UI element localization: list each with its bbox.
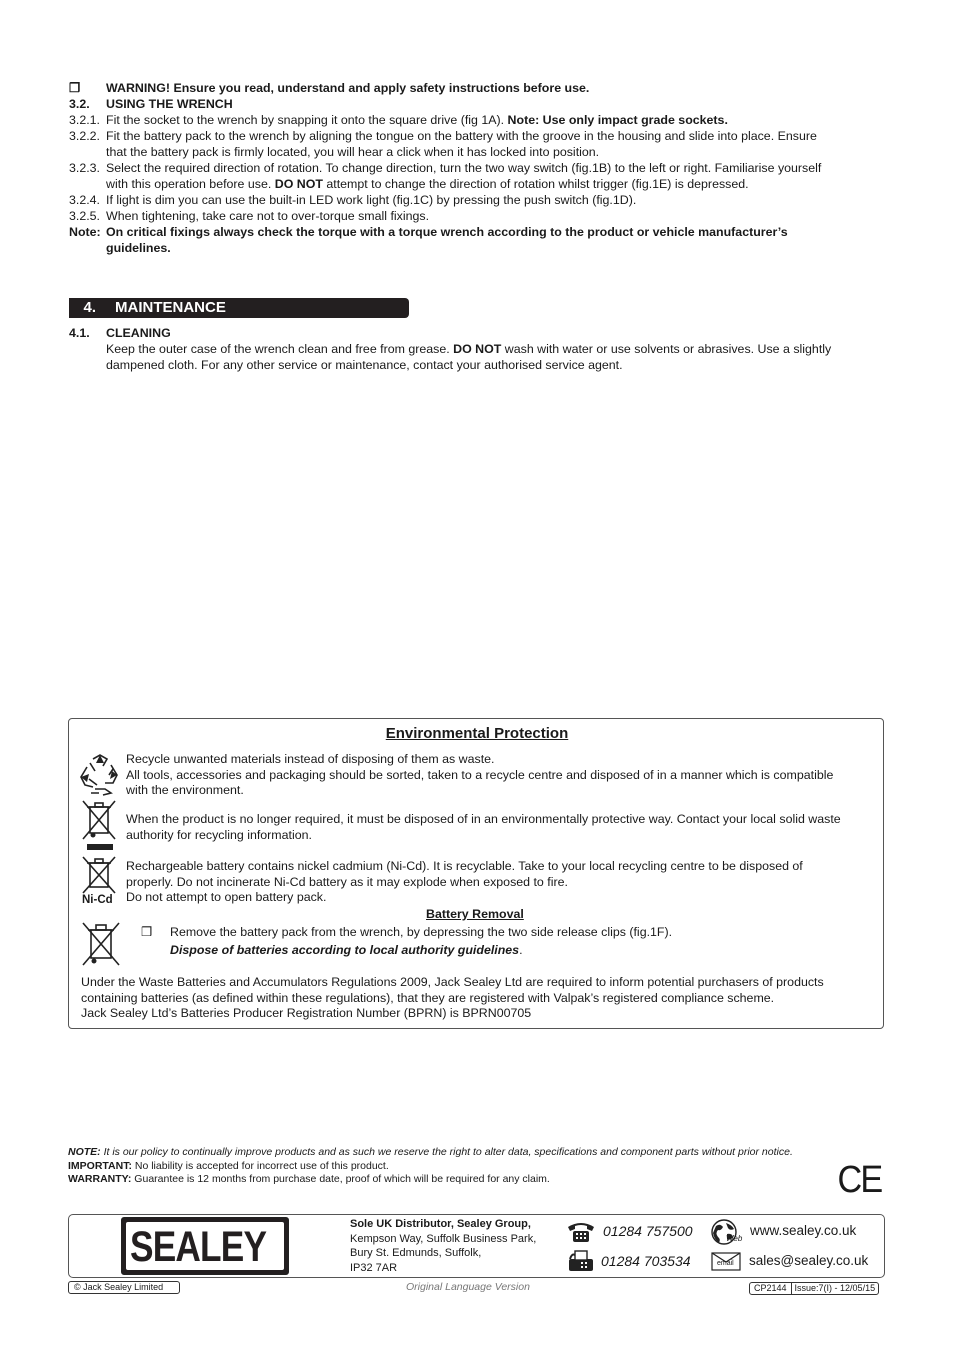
battery-disposal-bin-icon — [81, 921, 121, 967]
step-text: attempt to change the direction of rotation whilst trigger (fig.1E) is depressed. — [322, 177, 749, 191]
footer-box — [68, 1214, 885, 1278]
cleaning-text-part: dampened cloth. For any other service or maintenance, contact your authorised service agent. — [106, 358, 623, 372]
address-line-1: Kempson Way, Suffolk Business Park, — [350, 1233, 537, 1245]
heading-number: 4. — [83, 299, 96, 316]
issue-pill — [749, 1282, 879, 1295]
wheelie-bin-crossed-icon — [81, 799, 117, 841]
env-battery-line-3: Do not attempt to open battery pack. — [126, 890, 327, 904]
weee-underline-bar — [87, 844, 113, 850]
web-label: Web — [726, 1234, 743, 1243]
step-text: that the battery pack is firmly located, you will hear a click when it has locked into position. — [106, 145, 600, 159]
model-number: CP2144 — [750, 1283, 792, 1294]
section-title: USING THE WRENCH — [106, 97, 233, 111]
removal-step: Remove the battery pack from the wrench, by depressing the two side release clips (fig.1F). — [170, 925, 673, 939]
step-3-2-2 — [69, 128, 817, 144]
section-3-2-heading — [69, 96, 233, 112]
step-number: 3.2.1. — [69, 113, 101, 127]
step-number: 3.2.3. — [69, 161, 101, 175]
regulation-line-2: containing batteries (as defined within these regulations), that they are registered with Valpak’s registered compliance scheme. — [81, 991, 775, 1005]
do-not-emphasis: DO NOT — [453, 342, 502, 356]
cleaning-text-cont — [69, 357, 623, 373]
battery-bin-crossed-icon — [81, 855, 117, 895]
step-number: 3.2.2. — [69, 129, 101, 143]
dispose-line — [170, 942, 523, 958]
step-3-2-2-cont — [69, 144, 599, 160]
note-text: guidelines. — [106, 241, 171, 255]
fax-icon — [566, 1249, 596, 1273]
step-3-2-4 — [69, 192, 636, 208]
environmental-protection-box — [68, 718, 884, 1029]
email-link[interactable]: sales@sealey.co.uk — [749, 1253, 869, 1268]
step-note: Note: Use only impact grade sockets. — [507, 113, 728, 127]
torque-note-cont — [69, 240, 171, 256]
step-3-2-3 — [69, 160, 821, 176]
step-text: Fit the battery pack to the wrench by aligning the tongue on the battery with the groove in the housing and slide into place. Ensure — [106, 129, 817, 143]
step-text: If light is dim you can use the built-in LED work light (fig.1C) by pressing the push switch (fig.1D). — [106, 193, 637, 207]
warranty-label: WARRANTY: — [68, 1173, 132, 1185]
env-disposal-line-1: When the product is no longer required, it must be disposed of in an environmentally protective way. Contact your local solid waste — [126, 812, 841, 826]
phone-number[interactable]: 01284 757500 — [603, 1223, 693, 1239]
sealey-logo-text: SEALEY — [130, 1223, 267, 1271]
warning-text: WARNING! Ensure you read, understand and apply safety instructions before use. — [106, 81, 590, 95]
sub-title: CLEANING — [106, 326, 171, 340]
torque-note — [69, 224, 788, 240]
policy-note — [68, 1146, 793, 1159]
fax-number[interactable]: 01284 703534 — [601, 1253, 691, 1269]
step-number: 3.2.5. — [69, 209, 101, 223]
env-recycle-line-2: All tools, accessories and packaging should be sorted, taken to a recycle centre and disposed of in a manner which is compatible — [126, 768, 834, 782]
recycle-icon — [77, 753, 123, 797]
step-3-2-3-cont — [69, 176, 749, 192]
step-text: Select the required direction of rotation. To change direction, turn the two way switch (fig.1B) to the left or right. Familiarise yourself — [106, 161, 822, 175]
phone-icon — [566, 1221, 596, 1243]
important-text: No liability is accepted for incorrect use of this product. — [131, 1160, 389, 1172]
note-text: It is our policy to continually improve products and as such we reserve the right to alter data, specifications and component parts without prior notice. — [100, 1146, 793, 1158]
note-label: Note: — [69, 225, 101, 239]
language-version: Original Language Version — [406, 1281, 530, 1293]
maintenance-heading-bar — [69, 298, 409, 318]
website-link[interactable]: www.sealey.co.uk — [750, 1223, 857, 1238]
cleaning-text-part: wash with water or use solvents or abrasives. Use a slightly — [501, 342, 832, 356]
regulation-line-1: Under the Waste Batteries and Accumulators Regulations 2009, Jack Sealey Ltd are required to inform potential purchasers of products — [81, 975, 824, 989]
step-text: When tightening, take care not to over-torque small fixings. — [106, 209, 430, 223]
env-recycle-line-3: with the environment. — [126, 783, 244, 797]
address-line-2: Bury St. Edmunds, Suffolk, — [350, 1247, 482, 1259]
battery-removal-title: Battery Removal — [426, 907, 524, 921]
env-title: Environmental Protection — [385, 725, 569, 742]
heading-title: MAINTENANCE — [115, 299, 226, 316]
env-battery-line-1: Rechargeable battery contains nickel cadmium (Ni-Cd). It is recyclable. Take to your local recycling centre to be disposed of — [126, 859, 803, 873]
cleaning-heading — [69, 325, 171, 341]
nicd-label: Ni-Cd — [82, 894, 113, 906]
important-note — [68, 1160, 389, 1173]
warranty-text: Guarantee is 12 months from purchase date, proof of which will be required for any claim. — [131, 1173, 550, 1185]
warranty-note — [68, 1173, 550, 1186]
dispose-text: Dispose of batteries according to local authority guidelines — [170, 943, 520, 957]
dispose-end: . — [519, 943, 523, 957]
step-3-2-1 — [69, 112, 728, 128]
regulation-line-3: Jack Sealey Ltd’s Batteries Producer Registration Number (BPRN) is BPRN00705 — [81, 1006, 532, 1020]
note-text: On critical fixings always check the torque with a torque wrench according to the product or vehicle manufacturer’s — [106, 225, 788, 239]
step-3-2-5 — [69, 208, 429, 224]
note-label: NOTE: — [68, 1146, 101, 1158]
copyright-pill: © Jack Sealey Limited — [68, 1281, 180, 1294]
env-battery-line-2: properly. Do not incinerate Ni-Cd battery as it may explode when exposed to fire. — [126, 875, 568, 889]
step-number: 3.2.4. — [69, 193, 101, 207]
env-disposal-line-2: authority for recycling information. — [126, 828, 312, 842]
warning-line — [69, 80, 589, 96]
ce-mark-icon: CE — [837, 1159, 882, 1201]
removal-bullet: ❒ — [141, 925, 153, 939]
address-line-3: IP32 7AR — [350, 1262, 398, 1274]
step-text: with this operation before use. — [106, 177, 275, 191]
env-recycle-line-1: Recycle unwanted materials instead of disposing of them as waste. — [126, 752, 495, 766]
email-label: email — [717, 1260, 734, 1267]
warning-bullet: ❒ — [69, 81, 81, 95]
sub-number: 4.1. — [69, 326, 90, 340]
cleaning-text — [69, 341, 831, 357]
sealey-logo — [121, 1217, 289, 1275]
section-number: 3.2. — [69, 97, 90, 111]
cleaning-text-part: Keep the outer case of the wrench clean and free from grease. — [106, 342, 454, 356]
do-not-emphasis: DO NOT — [274, 177, 323, 191]
step-text: Fit the socket to the wrench by snapping it onto the square drive (fig 1A). — [106, 113, 508, 127]
issue-date: Issue:7(I) - 12/05/15 — [794, 1283, 876, 1293]
important-label: IMPORTANT: — [68, 1160, 132, 1172]
distributor-title: Sole UK Distributor, Sealey Group, — [350, 1218, 531, 1230]
